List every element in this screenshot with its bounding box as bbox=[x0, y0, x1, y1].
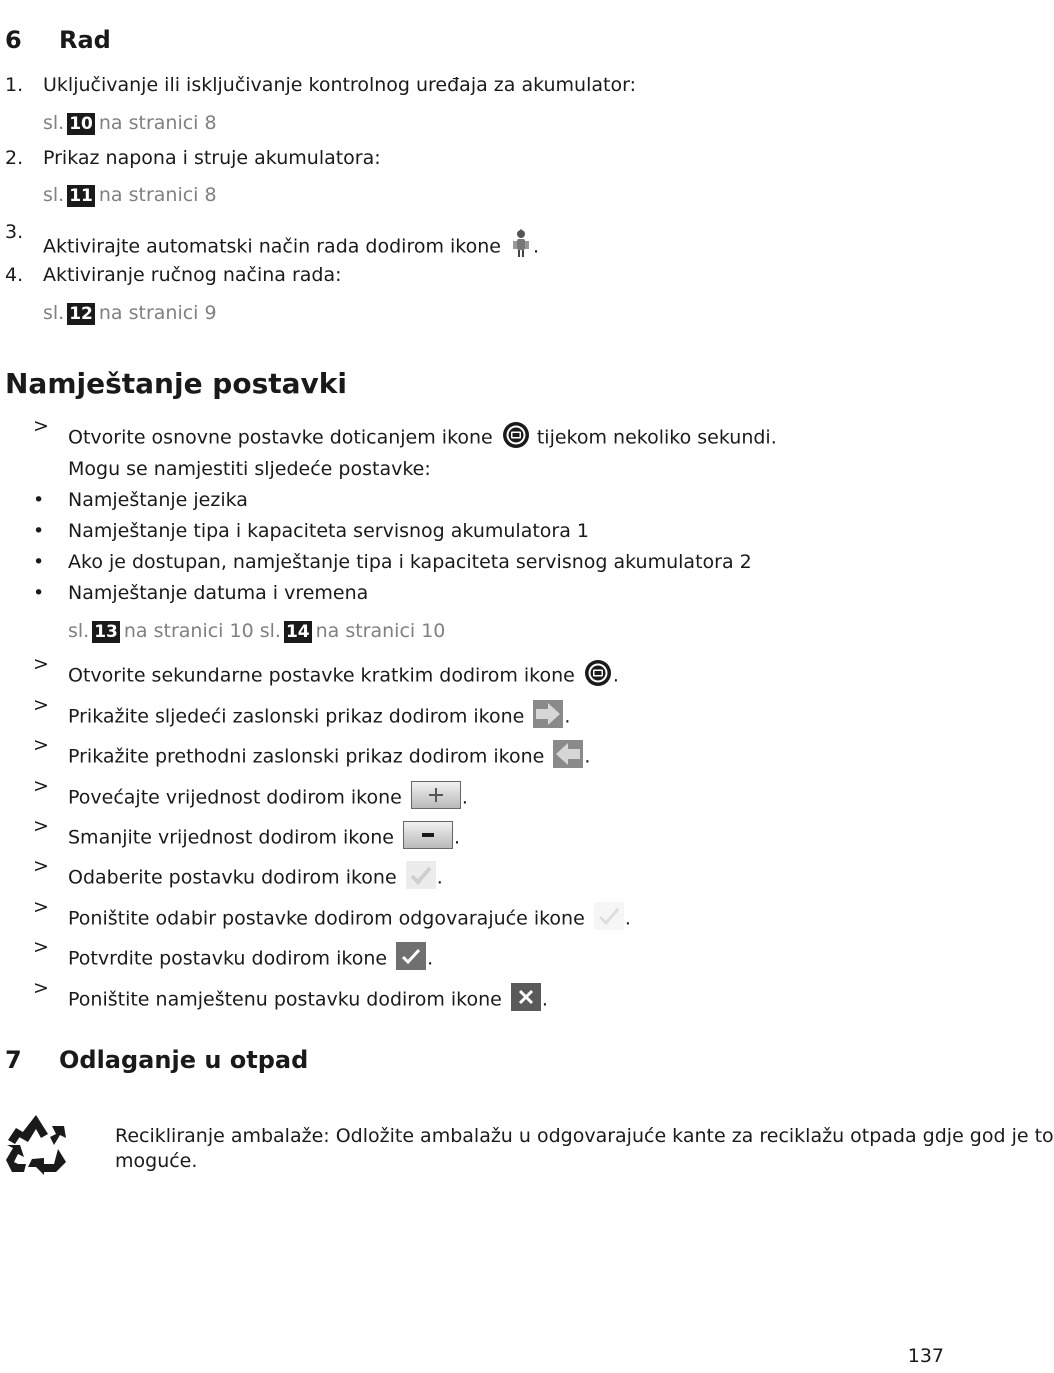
item-text: Prikaz napona i struje akumulatora: bbox=[43, 147, 381, 169]
step-text-end: . bbox=[584, 745, 591, 768]
minus-icon bbox=[403, 821, 453, 855]
step-marker: > bbox=[33, 977, 49, 999]
step-marker: > bbox=[33, 653, 49, 675]
ref-prefix: sl. bbox=[68, 620, 90, 642]
automatic-mode-icon bbox=[510, 229, 532, 265]
figure-reference bbox=[43, 301, 217, 325]
step-row bbox=[68, 700, 570, 734]
ref-page: na stranici 10 sl. bbox=[123, 620, 281, 642]
item-text: Aktivirajte automatski način rada dodirom ikone bbox=[43, 235, 501, 258]
step-text-end: . bbox=[541, 988, 548, 1011]
step-row bbox=[68, 902, 631, 936]
step-text: Poništite odabir postavke dodirom odgovarajuće ikone bbox=[68, 907, 585, 930]
step-row bbox=[68, 942, 433, 976]
step-marker: > bbox=[33, 775, 49, 797]
step-marker: > bbox=[33, 855, 49, 877]
page-number: 137 bbox=[907, 1345, 944, 1367]
step-text: Prikažite prethodni zaslonski prikaz dodirom ikone bbox=[68, 745, 545, 768]
step-row bbox=[68, 983, 548, 1017]
bullet-marker: • bbox=[33, 489, 45, 511]
step-text-end: . bbox=[427, 947, 434, 970]
step-row bbox=[68, 740, 590, 774]
figure-badge: 10 bbox=[69, 113, 93, 134]
section-title: Rad bbox=[59, 26, 111, 54]
item-text: Uključivanje ili isključivanje kontrolnog uređaja za akumulator: bbox=[43, 74, 636, 96]
step-text-end: tijekom nekoliko sekundi. bbox=[536, 426, 777, 449]
section-7-heading bbox=[5, 1046, 308, 1074]
step-row bbox=[68, 821, 460, 855]
settings-dial-icon bbox=[584, 659, 612, 693]
step-row bbox=[68, 861, 443, 895]
arrow-right-icon bbox=[533, 700, 563, 734]
step-text-end: . bbox=[612, 664, 619, 687]
item-number: 4. bbox=[5, 264, 24, 286]
step-text: Povećajte vrijednost dodirom ikone bbox=[68, 786, 402, 809]
item-text-row bbox=[43, 229, 539, 265]
section-number: 6 bbox=[5, 26, 22, 54]
ref-page: na stranici 8 bbox=[98, 112, 217, 134]
bullet-marker: • bbox=[33, 582, 45, 604]
step-text-end: . bbox=[564, 705, 571, 728]
bullet-item: Namještanje jezika bbox=[68, 489, 248, 511]
recycling-text-line: moguće. bbox=[115, 1150, 198, 1172]
step-text: Odaberite postavku dodirom ikone bbox=[68, 866, 397, 889]
step-row bbox=[68, 659, 619, 693]
ref-prefix: sl. bbox=[43, 184, 65, 206]
step-text-end: . bbox=[461, 786, 468, 809]
step-marker: > bbox=[33, 815, 49, 837]
step-text: Poništite namještenu postavku dodirom ikone bbox=[68, 988, 502, 1011]
ref-prefix: sl. bbox=[43, 112, 65, 134]
step-text-end: . bbox=[454, 826, 461, 849]
select-check-icon bbox=[406, 861, 436, 895]
settings-dial-icon bbox=[502, 421, 530, 455]
ref-page: na stranici 10 bbox=[315, 620, 446, 642]
item-text-end: . bbox=[533, 235, 540, 258]
arrow-left-icon bbox=[553, 740, 583, 774]
figure-badge: 14 bbox=[285, 621, 310, 642]
section-title: Odlaganje u otpad bbox=[59, 1046, 309, 1074]
item-number: 3. bbox=[5, 221, 24, 243]
settings-intro: Mogu se namjestiti sljedeće postavke: bbox=[68, 458, 431, 480]
step-text: Potvrdite postavku dodirom ikone bbox=[68, 947, 388, 970]
step-row bbox=[68, 781, 468, 815]
figure-badge: 12 bbox=[69, 303, 93, 324]
ref-page: na stranici 9 bbox=[98, 302, 217, 324]
section-number: 7 bbox=[5, 1046, 22, 1074]
bullet-item: Ako je dostupan, namještanje tipa i kapaciteta servisnog akumulatora 2 bbox=[68, 551, 752, 573]
confirm-check-icon bbox=[396, 942, 426, 976]
section-6-heading bbox=[5, 26, 111, 54]
figure-reference bbox=[43, 183, 217, 207]
bullet-marker: • bbox=[33, 520, 45, 542]
step-text: Otvorite osnovne postavke doticanjem ikone bbox=[68, 426, 493, 449]
figure-reference bbox=[43, 111, 217, 135]
bullet-item: Namještanje tipa i kapaciteta servisnog akumulatora 1 bbox=[68, 520, 589, 542]
bullet-marker: • bbox=[33, 551, 45, 573]
step-marker: > bbox=[33, 896, 49, 918]
step-text-end: . bbox=[624, 907, 631, 930]
step-marker: > bbox=[33, 734, 49, 756]
figure-reference bbox=[68, 619, 445, 643]
step-marker: > bbox=[33, 936, 49, 958]
settings-open-step bbox=[68, 421, 777, 455]
item-number: 2. bbox=[5, 147, 24, 169]
item-number: 1. bbox=[5, 74, 24, 96]
ref-page: na stranici 8 bbox=[98, 184, 217, 206]
figure-badge: 11 bbox=[69, 185, 93, 206]
step-text: Smanjite vrijednost dodirom ikone bbox=[68, 826, 394, 849]
step-marker: > bbox=[33, 694, 49, 716]
recycling-text-line: Recikliranje ambalaže: Odložite ambalažu u odgovarajuće kante za reciklažu otpada gdje god je to bbox=[115, 1125, 1054, 1147]
recycling-icon bbox=[4, 1112, 68, 1180]
settings-heading: Namještanje postavki bbox=[5, 367, 348, 400]
cancel-x-icon bbox=[511, 983, 541, 1017]
step-marker: > bbox=[33, 415, 49, 437]
figure-badge: 13 bbox=[94, 621, 118, 642]
ref-prefix: sl. bbox=[43, 302, 65, 324]
deselect-check-icon bbox=[594, 902, 624, 936]
plus-icon bbox=[411, 781, 461, 815]
step-text: Otvorite sekundarne postavke kratkim dodirom ikone bbox=[68, 664, 575, 687]
bullet-item: Namještanje datuma i vremena bbox=[68, 582, 369, 604]
item-text: Aktiviranje ručnog načina rada: bbox=[43, 264, 342, 286]
step-text-end: . bbox=[436, 866, 443, 889]
step-text: Prikažite sljedeći zaslonski prikaz dodirom ikone bbox=[68, 705, 525, 728]
recycling-text bbox=[115, 1124, 1054, 1174]
